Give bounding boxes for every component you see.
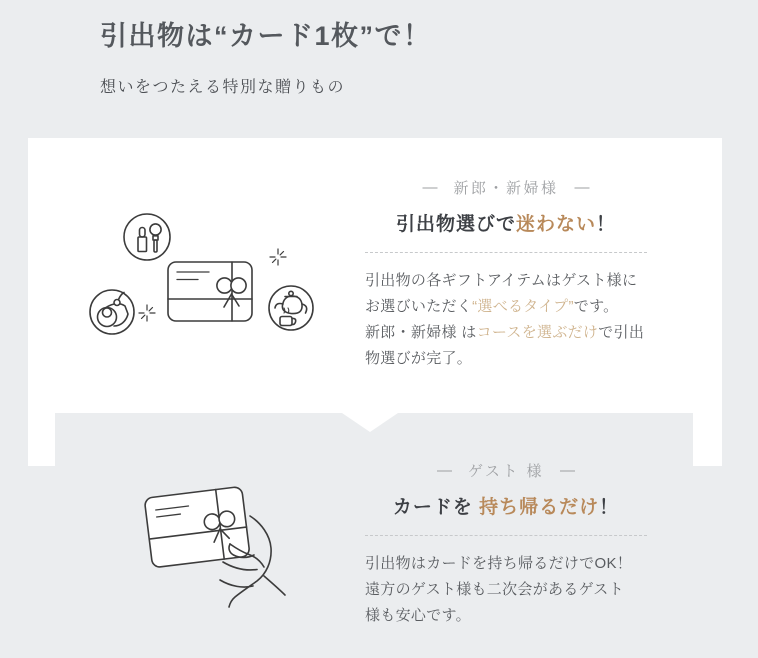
dashed-separator — [365, 252, 647, 253]
page-subtitle: 想いをつたえる特別な贈りもの — [100, 79, 346, 96]
couple-illustration — [82, 200, 327, 365]
page-title: 引出物は“カード1枚”で！ — [100, 21, 432, 51]
title-accent: 迷わない — [515, 214, 596, 235]
label-dash: — — [574, 179, 590, 196]
couple-section-title: 引出物選びで迷わない！ — [395, 214, 617, 235]
cosmetics-icon — [124, 214, 170, 260]
dashed-separator — [365, 535, 647, 536]
hand-holding-card-icon — [144, 486, 285, 607]
gift-card-icon — [168, 262, 252, 321]
guest-illustration — [138, 478, 298, 610]
guest-section-body: 引出物はカードを持ち帰るだけでOK！ 遠方のゲスト様も二次会があるゲスト 様も安心です。 — [365, 555, 633, 624]
sparkle-icon — [139, 305, 155, 321]
tea-set-icon — [269, 286, 313, 330]
guest-label-text: ゲスト 様 — [467, 463, 545, 480]
couple-section-body: 引出物の各ギフトアイテムはゲスト様に お選びいただく“選べるタイプ”です。 新郎・新婦様 はコースを選ぶだけで引出 物選びが完了。 — [365, 272, 645, 367]
label-dash: — — [422, 179, 438, 196]
body-accent: “選べるタイプ” — [472, 298, 574, 315]
body-accent: コースを選ぶだけ — [476, 324, 599, 341]
title-accent: 持ち帰るだけ — [479, 497, 600, 518]
couple-section — [365, 177, 647, 372]
sparkle-icon — [270, 249, 286, 265]
couple-label-text: 新郎・新婦様 — [453, 180, 559, 197]
guest-section-title: カードを 持ち帰るだけ！ — [392, 497, 620, 518]
guest-section — [365, 460, 647, 629]
roll-cake-icon — [90, 290, 134, 334]
label-dash: — — [560, 462, 576, 479]
header — [100, 14, 432, 97]
couple-section-label — [365, 177, 647, 198]
arrow-down-notch — [342, 413, 398, 432]
label-dash: — — [436, 462, 452, 479]
guest-section-label — [365, 460, 647, 481]
